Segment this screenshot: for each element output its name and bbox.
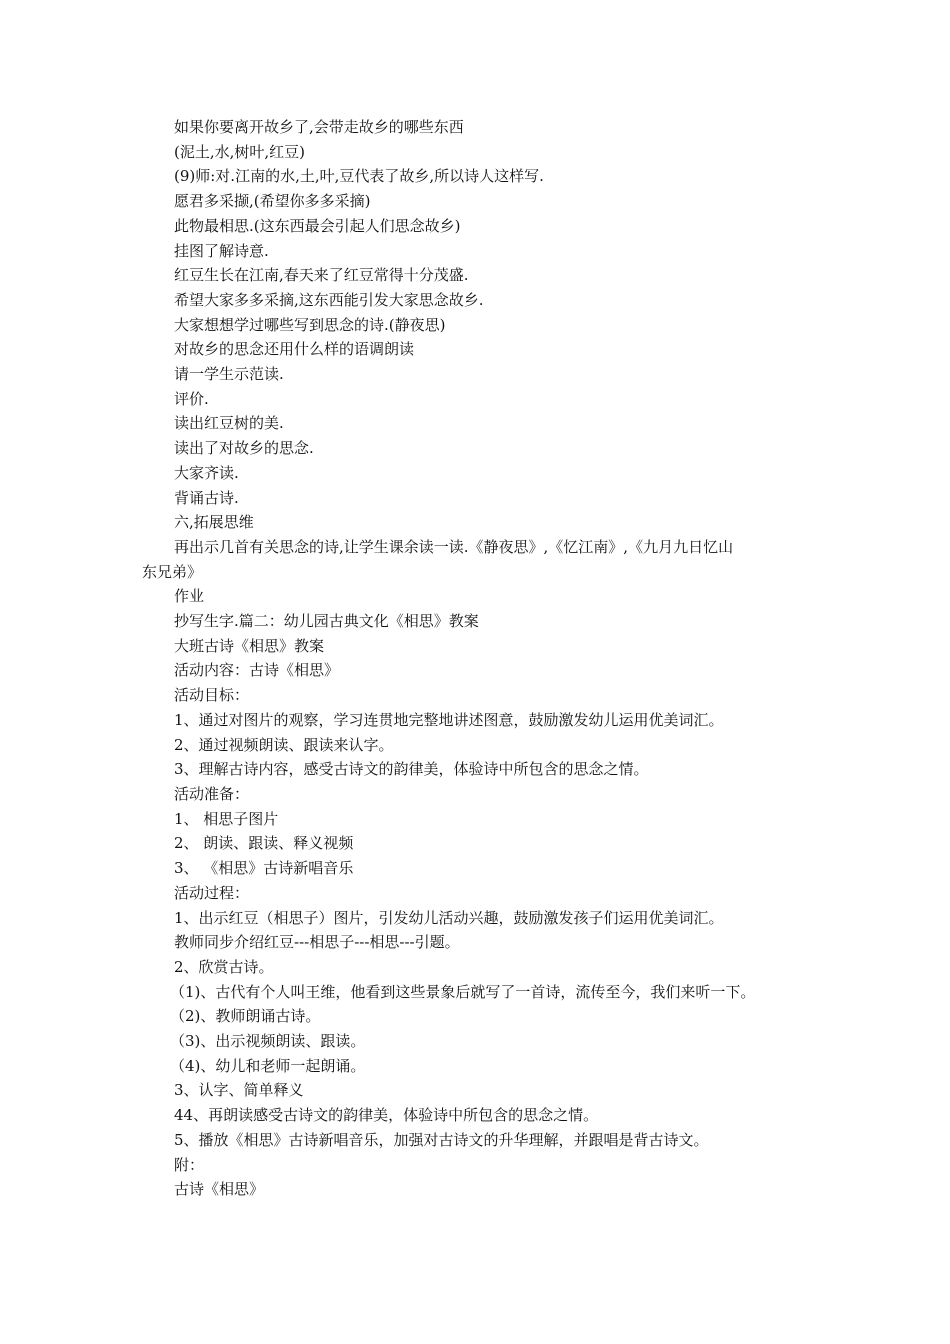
text-line: 背诵古诗. bbox=[174, 488, 239, 507]
text-line: 再出示几首有关思念的诗,让学生课余读一读.《静夜思》,《忆江南》,《九月九日忆山 bbox=[174, 537, 734, 556]
text-line: 2、 朗读、跟读、释义视频 bbox=[174, 834, 354, 853]
text-line: 此物最相思.(这东西最会引起人们思念故乡) bbox=[174, 216, 461, 235]
text-line: 大班古诗《相思》教案 bbox=[174, 636, 325, 655]
text-line: 挂图了解诗意. bbox=[174, 241, 269, 260]
text-line: 东兄弟》 bbox=[142, 562, 203, 581]
text-line: （3)、出示视频朗读、跟读。 bbox=[170, 1032, 366, 1051]
text-line: 希望大家多多采摘,这东西能引发大家思念故乡. bbox=[174, 290, 484, 309]
text-line: 读出了对故乡的思念. bbox=[174, 439, 314, 458]
text-line: 评价. bbox=[174, 389, 209, 408]
text-line: 3、理解古诗内容，感受古诗文的韵律美，体验诗中所包含的思念之情。 bbox=[174, 760, 649, 779]
text-line: 红豆生长在江南,春天来了红豆常得十分茂盛. bbox=[174, 266, 469, 285]
text-line: 活动内容：古诗《相思》 bbox=[174, 661, 340, 680]
text-line: 请一学生示范读. bbox=[174, 365, 284, 384]
document-body bbox=[142, 115, 810, 1202]
text-line: 教师同步介绍红豆---相思子---相思---引题。 bbox=[174, 933, 460, 952]
text-line: 附： bbox=[174, 1155, 205, 1174]
text-line: 对故乡的思念还用什么样的语调朗读 bbox=[174, 340, 415, 359]
text-line: 作业 bbox=[174, 587, 205, 606]
text-line: 1、出示红豆（相思子）图片，引发幼儿活动兴趣，鼓励激发孩子们运用优美词汇。 bbox=[174, 908, 724, 927]
text-line: 古诗《相思》 bbox=[174, 1180, 265, 1199]
text-line: 活动过程： bbox=[174, 883, 250, 902]
text-line: 大家齐读. bbox=[174, 463, 239, 482]
text-line: (9)师:对.江南的水,土,叶,豆代表了故乡,所以诗人这样写. bbox=[174, 167, 544, 186]
text-line: （1)、古代有个人叫王维，他看到这些景象后就写了一首诗，流传至今，我们来听一下。 bbox=[170, 982, 756, 1001]
text-line: 2、通过视频朗读、跟读来认字。 bbox=[174, 735, 394, 754]
text-line: 1、 相思子图片 bbox=[174, 809, 279, 828]
text-line: 5、播放《相思》古诗新唱音乐，加强对古诗文的升华理解，并跟唱是背古诗文。 bbox=[174, 1130, 709, 1149]
text-line: 大家想想学过哪些写到思念的诗.(静夜思) bbox=[174, 315, 446, 334]
text-line: (泥土,水,树叶,红豆) bbox=[174, 142, 306, 161]
text-line: 抄写生字.篇二：幼儿园古典文化《相思》教案 bbox=[174, 612, 479, 631]
text-line: 3、认字、简单释义 bbox=[174, 1081, 304, 1100]
text-line: 活动目标： bbox=[174, 686, 250, 705]
text-line: 愿君多采撷,(希望你多多采摘) bbox=[174, 192, 371, 211]
text-line: 44、再朗读感受古诗文的韵律美，体验诗中所包含的思念之情。 bbox=[174, 1106, 599, 1125]
text-line: 如果你要离开故乡了,会带走故乡的哪些东西 bbox=[174, 118, 464, 136]
text-line: （2)、教师朗诵古诗。 bbox=[170, 1007, 321, 1026]
text-line: 3、 《相思》古诗新唱音乐 bbox=[174, 859, 354, 878]
text-line: 2、欣赏古诗。 bbox=[174, 957, 274, 976]
text-line: 六,拓展思维 bbox=[174, 513, 254, 532]
text-line: 活动准备： bbox=[174, 784, 250, 803]
text-line: （4)、幼儿和老师一起朗诵。 bbox=[170, 1056, 366, 1075]
text-line: 读出红豆树的美. bbox=[174, 414, 284, 433]
text-line: 1、通过对图片的观察，学习连贯地完整地讲述图意，鼓励激发幼儿运用优美词汇。 bbox=[174, 710, 724, 729]
